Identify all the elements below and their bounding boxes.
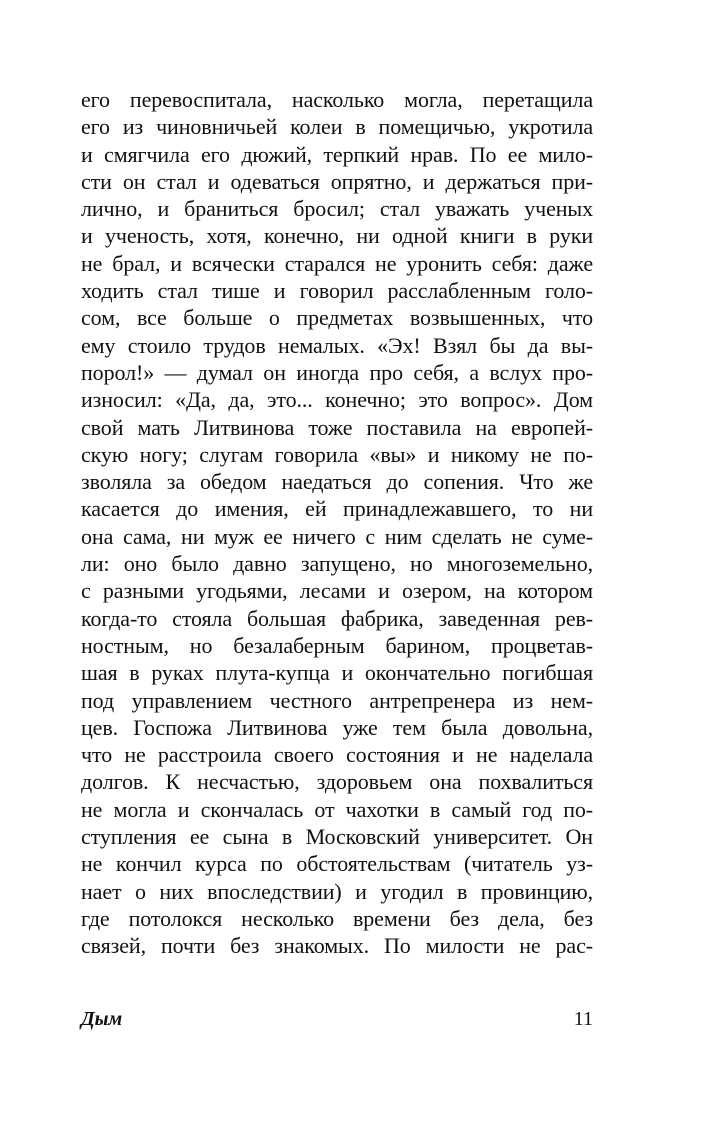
text-line: что не расстроила своего состояния и не наделала [81,742,593,768]
text-line: где потолокся несколько времени без дела, без [81,905,593,931]
text-line: не брал, и всячески старался не уронить себя: даже [81,250,593,276]
text-line: порол!» — думал он иногда про себя, а вслух про- [81,359,593,385]
text-line: ли: оно было давно запущено, но многоземельно, [81,551,593,577]
text-line: скую ногу; слугам говорила «вы» и никому не по- [81,441,593,467]
text-line: цев. Госпожа Литвинова уже тем была довольна, [81,714,593,740]
text-line: лично, и браниться бросил; стал уважать ученых [81,196,593,222]
text-line: ностным, но безалаберным барином, процветав- [81,632,593,658]
text-line: касается до имения, ей принадлежавшего, то ни [81,496,593,522]
text-line: его перевоспитала, насколько могла, перетащила [81,87,593,112]
text-line: и ученость, хотя, конечно, ни одной книги в руки [81,223,593,249]
text-line: не кончил курса по обстоятельствам (читатель уз- [81,851,593,877]
text-line: под управлением честного антрепренера из нем- [81,687,593,713]
body-text [81,86,593,960]
text-line: нает о них впоследствии) и угодил в провинцию, [81,878,593,904]
text-line: и смягчила его дюжий, терпкий нрав. По ее мило- [81,141,593,167]
text-line: зволяла за обедом наедаться до сопения. Что же [81,469,593,495]
text-line: она сама, ни муж ее ничего с ним сделать не суме- [81,523,593,549]
text-line: сом, все больше о предметах возвышенных, что [81,305,593,331]
running-footer-title: Дым [81,1008,123,1030]
text-line: свой мать Литвинова тоже поставила на европей- [81,414,593,440]
text-line: его из чиновничьей колеи в помещичью, укротила [81,114,593,140]
text-line: не могла и скончалась от чахотки в самый год по- [81,796,593,822]
text-line: ему стоило трудов немалых. «Эх! Взял бы да вы- [81,332,593,358]
text-line: когда-то стояла большая фабрика, заведенная рев- [81,605,593,631]
text-line: ступления ее сына в Московский университет. Он [81,824,593,850]
text-line: ходить стал тише и говорил расслабленным голо- [81,278,593,304]
text-line: шая в руках плута-купца и окончательно погибшая [81,660,593,686]
text-line: долгов. К несчастью, здоровьем она похвалиться [81,769,593,795]
text-line: износил: «Да, да, это... конечно; это вопрос». Дом [81,387,593,413]
text-line: сти он стал и одеваться опрятно, и держаться при- [81,168,593,194]
text-line: с разными угодьями, лесами и озером, на котором [81,578,593,604]
text-line: связей, почти без знакомых. По милости не рас- [81,933,593,959]
page-number: 11 [573,1008,593,1030]
